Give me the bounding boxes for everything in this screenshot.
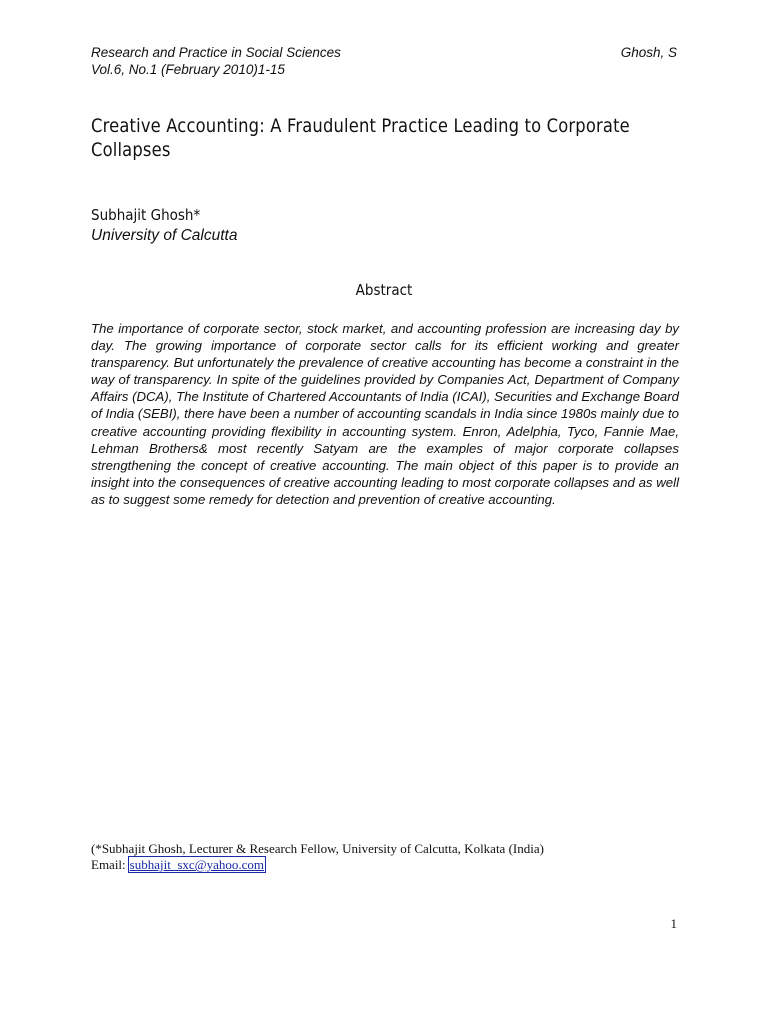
email-line: [91, 856, 266, 873]
running-author: Ghosh, S: [620, 45, 677, 60]
journal-header: [91, 44, 341, 78]
author-name: Subhajit Ghosh*: [91, 206, 201, 224]
author-affiliation: University of Calcutta: [91, 227, 238, 244]
page-number: 1: [670, 916, 677, 931]
journal-name: Research and Practice in Social Sciences: [91, 45, 341, 60]
author-footnote: (*Subhajit Ghosh, Lecturer & Research Fellow, University of Calcutta, Kolkata (India): [91, 841, 544, 856]
email-label: Email:: [91, 857, 126, 872]
email-link[interactable]: subhajit_sxc@yahoo.com: [129, 857, 265, 872]
journal-volume: Vol.6, No.1 (February 2010)1-15: [91, 62, 285, 77]
abstract-heading: Abstract: [355, 281, 413, 299]
paper-title: Creative Accounting: A Fraudulent Practice Leading to Corporate Collapses: [91, 115, 630, 161]
abstract-body: The importance of corporate sector, stock market, and accounting profession are increasing day by day. The growing importance of corporate sector calls for its efficient working and greater transparency. But unfortunately the prevalence of creative accounting has become a constraint in the way of transparency. In spite of the guidelines provided by Companies Act, Department of Company Affairs (DCA), The Institute of Chartered Accountants of India (ICAI), Securities and Exchange Board of India (SEBI), there have been a number of accounting scandals in India since 1980s mainly due to creative accounting providing flexibility in accounting system. Enron, Adelphia, Tyco, Fannie Mae, Lehman Brothers& most recently Satyam are the examples of major corporate collapses strengthening the concept of creative accounting. The main object of this paper is to provide an insight into the consequences of creative accounting leading to most corporate collapses and as well as to suggest some remedy for detection and prevention of creative accounting.: [91, 321, 679, 507]
